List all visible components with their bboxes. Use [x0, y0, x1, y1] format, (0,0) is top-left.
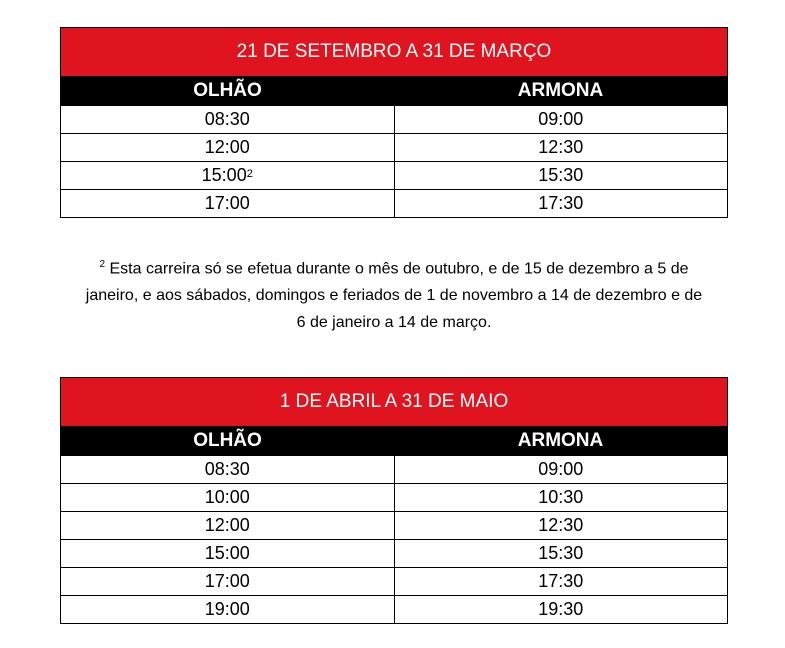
- departure-armona: 12:30: [394, 134, 728, 161]
- departure-armona: 12:30: [394, 512, 728, 539]
- column-header-olhao: OLHÃO: [193, 430, 262, 451]
- departure-armona: 09:00: [394, 106, 728, 133]
- departure-olhao: 15:00: [204, 543, 250, 563]
- departure-armona: 10:30: [394, 484, 728, 511]
- departure-olhao: 19:00: [204, 599, 250, 619]
- footnote-line: janeiro, e aos sábados, domingos e feriados de 1 de novembro a 14 de dezembro e de: [85, 287, 703, 305]
- departure-time: 15:00: [201, 165, 247, 185]
- departure-olhao: 08:30: [204, 459, 250, 479]
- footnote-line: 6 de janeiro a 14 de março.: [296, 314, 492, 332]
- departure-olhao: 12:00: [204, 515, 250, 535]
- table-row: [61, 105, 727, 133]
- schedule-table-spring: [60, 377, 728, 624]
- departure-armona: 15:30: [394, 540, 728, 567]
- table-title: 21 DE SETEMBRO A 31 DE MARÇO: [61, 28, 727, 77]
- table-row: [61, 595, 727, 623]
- table-header: [61, 77, 727, 105]
- table-row: [61, 455, 727, 483]
- departure-olhao: 10:00: [204, 487, 250, 507]
- column-header-armona: ARMONA: [517, 80, 604, 101]
- departure-olhao: 08:30: [204, 109, 250, 129]
- table-row: [61, 133, 727, 161]
- table-row: [61, 189, 727, 217]
- departure-armona: 15:30: [394, 162, 728, 189]
- schedule-table-autumn-winter: [60, 27, 728, 218]
- departure-armona: 17:30: [394, 190, 728, 217]
- footnote-line: [70, 251, 718, 282]
- table-row: [61, 483, 727, 511]
- departure-olhao: 12:00: [204, 137, 250, 157]
- table-row: [61, 161, 727, 189]
- footnote-marker: 2: [246, 167, 253, 180]
- column-header-armona: ARMONA: [517, 430, 604, 451]
- departure-olhao: 17:00: [204, 571, 250, 591]
- departure-olhao-footnoted: [61, 162, 394, 189]
- table-row: [61, 539, 727, 567]
- table-row: [61, 511, 727, 539]
- column-header-olhao: OLHÃO: [193, 80, 262, 101]
- departure-armona: 19:30: [394, 596, 728, 623]
- table-title: 1 DE ABRIL A 31 DE MAIO: [61, 378, 727, 427]
- departure-armona: 09:00: [394, 456, 728, 483]
- departure-olhao: 17:00: [204, 193, 250, 213]
- footnote: [70, 251, 718, 336]
- departure-armona: 17:30: [394, 568, 728, 595]
- table-header: [61, 427, 727, 455]
- table-row: [61, 567, 727, 595]
- footnote-text: Esta carreira só se efetua durante o mês de outubro, e de 15 de dezembro a 5 de: [109, 260, 689, 278]
- footnote-marker: 2: [99, 259, 106, 270]
